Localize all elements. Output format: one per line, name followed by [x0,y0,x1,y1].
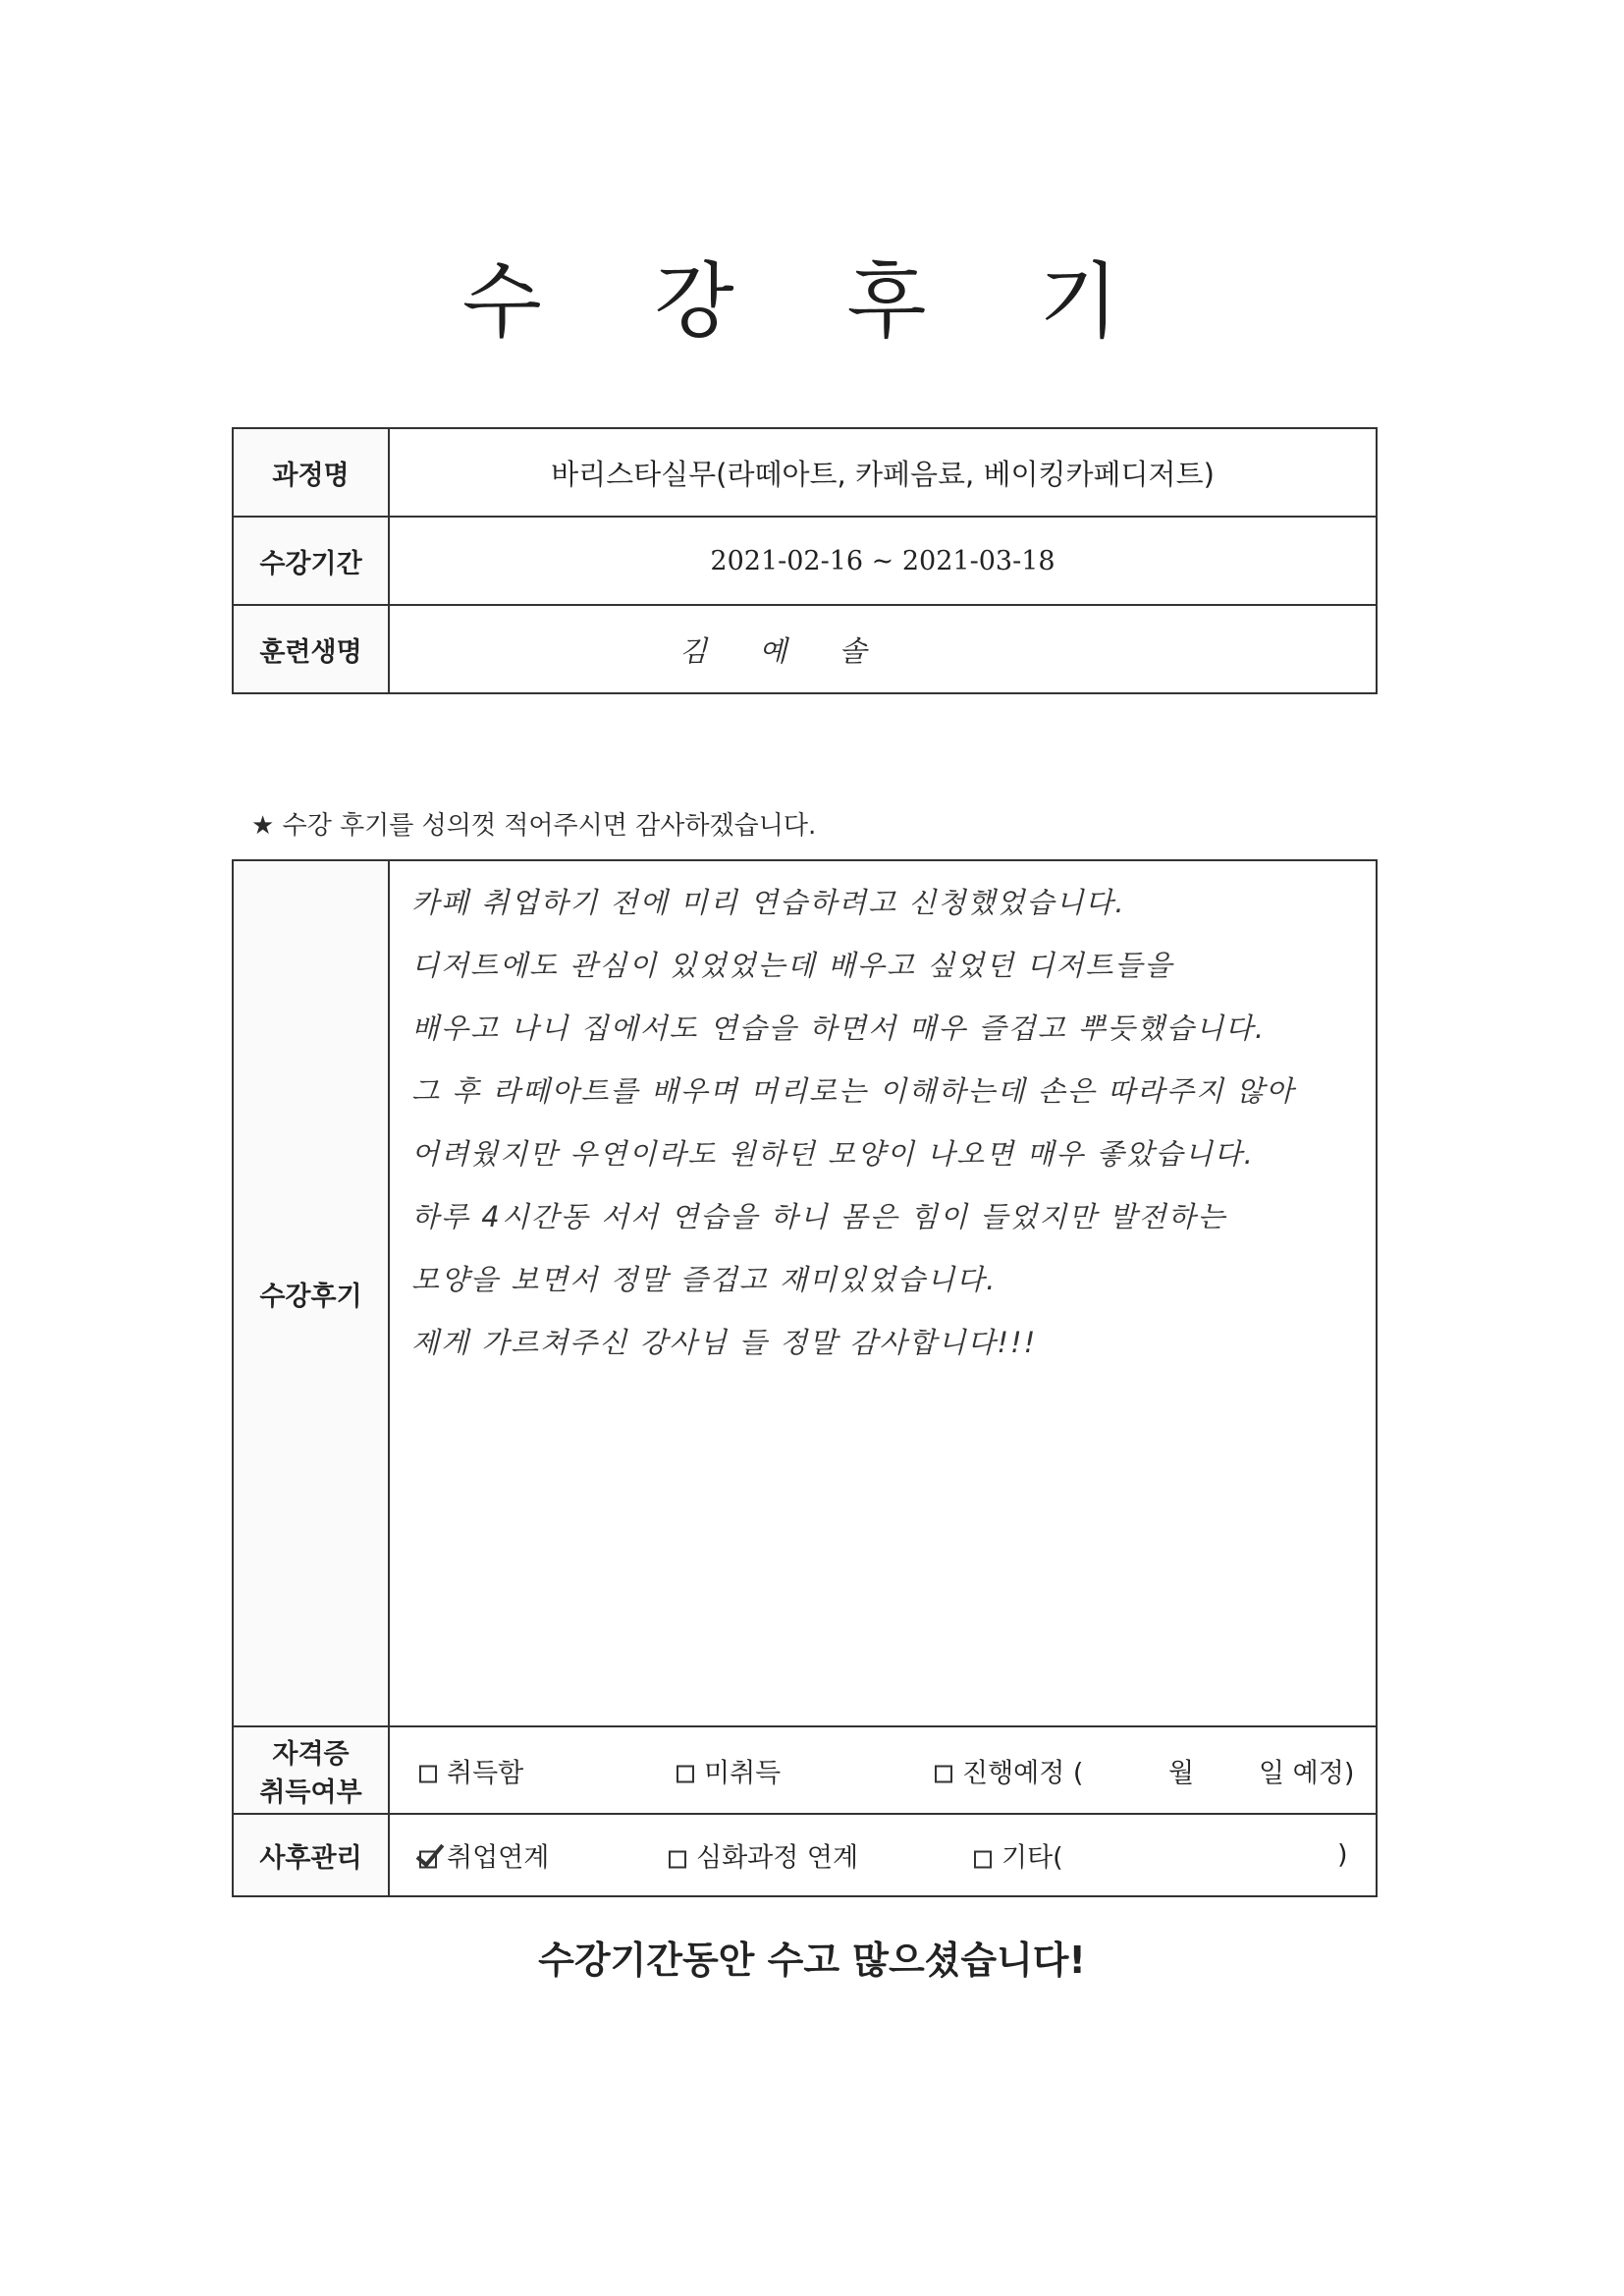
course-label: 과정명 [233,428,389,517]
aftercare-close-paren: ) [1337,1839,1348,1871]
cert-acquired-label: 취득함 [447,1758,524,1788]
period-label: 수강기간 [233,517,389,605]
checkbox-icon[interactable] [935,1766,952,1783]
aftercare-options [389,1814,1377,1896]
cert-not-acquired-label: 미취득 [704,1758,782,1788]
checked-checkbox-icon[interactable] [419,1850,437,1868]
cert-in-progress-option[interactable] [935,1751,1083,1789]
review-table [232,859,1378,1897]
review-line: 어려웠지만 우연이라도 원하던 모양이 나오면 매우 좋았습니다. [411,1137,1255,1171]
certificate-label-line2: 취득여부 [259,1777,362,1808]
checkbox-icon[interactable] [677,1766,694,1783]
aftercare-advanced-option[interactable] [669,1836,858,1875]
checkbox-icon[interactable] [669,1850,686,1868]
certificate-label-line1: 자격증 [272,1738,350,1770]
aftercare-advanced-label: 심화과정 연계 [696,1842,859,1874]
instruction-note: ★ 수강 후기를 성의껏 적어주시면 감사하겠습니다. [251,811,817,841]
review-body [389,860,1377,1726]
certificate-options [389,1726,1377,1814]
cert-not-acquired-option[interactable] [677,1751,781,1789]
certificate-label [233,1726,389,1814]
review-line: 제게 가르쳐주신 강사님 들 정말 감사합니다!!! [411,1326,1038,1359]
info-table [232,427,1378,694]
review-line: 하루 4시간동 서서 연습을 하니 몸은 힘이 들었지만 발전하는 [411,1200,1227,1233]
aftercare-label: 사후관리 [233,1814,389,1896]
period-value: 2021-02-16 ~ 2021-03-18 [389,517,1377,605]
review-line: 디저트에도 관심이 있었었는데 배우고 싶었던 디저트들을 [411,949,1174,982]
review-line: 배우고 나니 집에서도 연습을 하면서 매우 즐겁고 뿌듯했습니다. [411,1011,1267,1045]
aftercare-other-option[interactable] [974,1836,1063,1875]
trainee-name-handwritten: 김 예 솔 [389,605,1377,693]
review-line: 카페 취업하기 전에 미리 연습하려고 신청했었습니다. [411,886,1126,919]
checkbox-icon[interactable] [974,1850,992,1868]
trainee-label: 훈련생명 [233,605,389,693]
cert-month-label: 월 [1168,1758,1195,1788]
aftercare-employment-label: 취업연계 [447,1842,550,1874]
review-label: 수강후기 [233,860,389,1726]
cert-acquired-option[interactable] [419,1751,523,1789]
checkbox-icon[interactable] [419,1766,437,1783]
review-line: 모양을 보면서 정말 즐겁고 재미있었습니다. [411,1263,998,1296]
course-value: 바리스타실무(라떼아트, 카페음료, 베이킹카페디저트) [389,428,1377,517]
closing-message: 수강기간동안 수고 많으셨습니다! [538,1939,1086,1982]
aftercare-employment-option[interactable] [419,1836,549,1875]
cert-day-planned-label: 일 예정) [1259,1758,1355,1788]
cert-in-progress-label: 진행예정 ( [962,1758,1084,1788]
aftercare-other-label: 기타( [1001,1842,1063,1874]
review-line: 그 후 라떼아트를 배우며 머리로는 이해하는데 손은 따라주지 않아 [411,1074,1296,1108]
page-title: 수 강 후 기 [461,253,1163,350]
